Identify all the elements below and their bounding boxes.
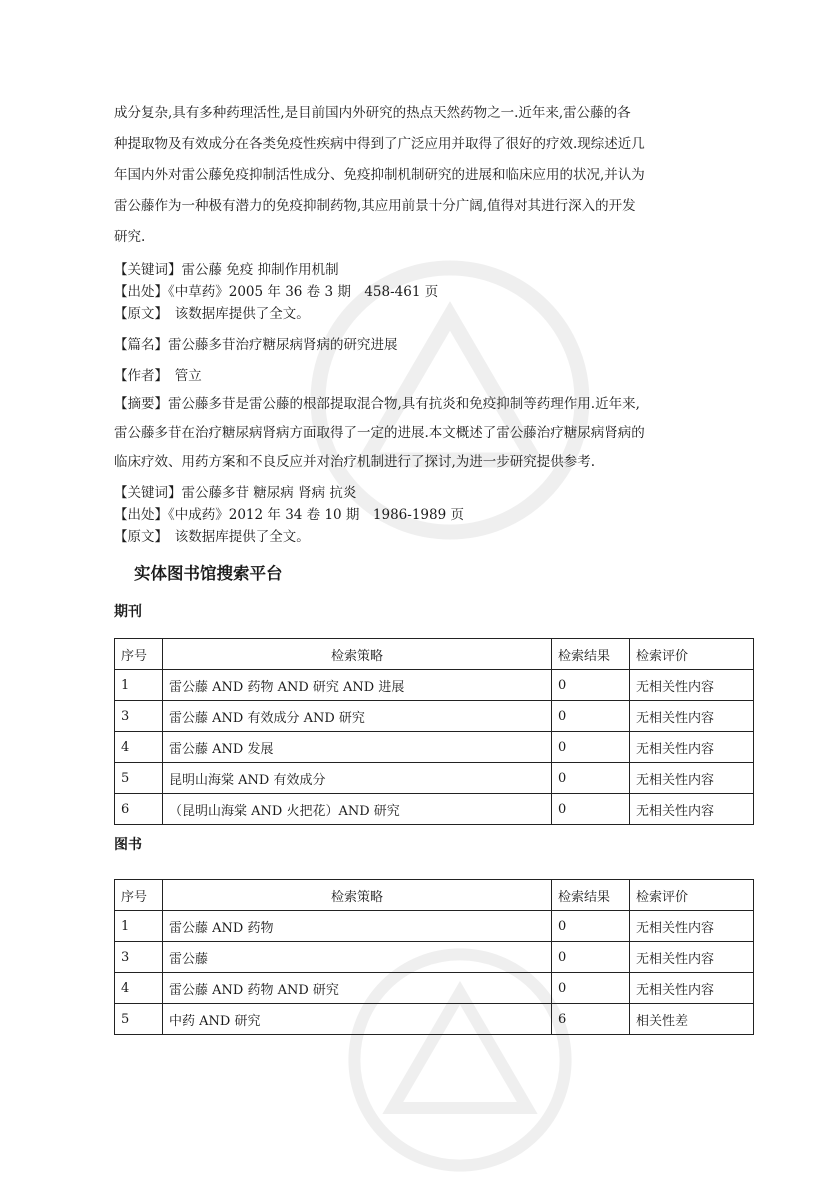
header-index: 序号 <box>115 639 163 670</box>
table-header-row <box>115 880 754 911</box>
cell-evaluation: 无相关性内容 <box>630 732 754 763</box>
header-evaluation: 检索评价 <box>630 639 754 670</box>
header-strategy: 检索策略 <box>163 880 552 911</box>
record-author: 【作者】 管立 <box>114 368 202 384</box>
cell-index: 4 <box>115 973 163 1004</box>
record-1 <box>114 259 754 325</box>
cell-result: 0 <box>552 732 630 763</box>
cell-evaluation: 无相关性内容 <box>630 670 754 701</box>
record-abstract <box>114 390 754 477</box>
cell-evaluation: 无相关性内容 <box>630 794 754 825</box>
table-row <box>115 763 754 794</box>
intro-line: 成分复杂,具有多种药理活性,是目前国内外研究的热点天然药物之一.近年来,雷公藤的各 <box>114 105 631 121</box>
table-row <box>115 942 754 973</box>
cell-evaluation: 无相关性内容 <box>630 701 754 732</box>
record-source: 【出处】《中草药》2005 年 36 卷 3 期 458-461 页 <box>114 284 439 300</box>
cell-evaluation: 无相关性内容 <box>630 763 754 794</box>
cell-result: 6 <box>552 1004 630 1035</box>
table-row <box>115 973 754 1004</box>
table-row <box>115 670 754 701</box>
cell-index: 1 <box>115 670 163 701</box>
intro-line: 雷公藤作为一种极有潜力的免疫抑制药物,其应用前景十分广阔,值得对其进行深入的开发 <box>114 198 636 214</box>
header-result: 检索结果 <box>552 639 630 670</box>
intro-paragraph <box>114 98 754 253</box>
table-header-row <box>115 639 754 670</box>
record-keywords: 【关键词】雷公藤多苷 糖尿病 肾病 抗炎 <box>114 485 357 501</box>
cell-evaluation: 无相关性内容 <box>630 973 754 1004</box>
cell-strategy: （昆明山海棠 AND 火把花）AND 研究 <box>163 794 552 825</box>
journals-title: 期刊 <box>114 604 142 620</box>
header-index: 序号 <box>115 880 163 911</box>
abstract-line: 雷公藤多苷在治疗糖尿病肾病方面取得了一定的进展.本文概述了雷公藤治疗糖尿病肾病的 <box>114 425 645 441</box>
cell-index: 6 <box>115 794 163 825</box>
cell-result: 0 <box>552 763 630 794</box>
table-row <box>115 701 754 732</box>
cell-evaluation: 无相关性内容 <box>630 911 754 942</box>
table-row <box>115 732 754 763</box>
record-keywords: 【关键词】雷公藤 免疫 抑制作用机制 <box>114 262 339 278</box>
cell-result: 0 <box>552 701 630 732</box>
cell-strategy: 雷公藤 AND 发展 <box>163 732 552 763</box>
abstract-line: 【摘要】雷公藤多苷是雷公藤的根部提取混合物,具有抗炎和免疫抑制等药理作用.近年来, <box>114 396 640 412</box>
cell-index: 5 <box>115 763 163 794</box>
cell-index: 4 <box>115 732 163 763</box>
cell-evaluation: 相关性差 <box>630 1004 754 1035</box>
intro-line: 种提取物及有效成分在各类免疫性疾病中得到了广泛应用并取得了很好的疗效.现综述近几 <box>114 136 645 152</box>
header-result: 检索结果 <box>552 880 630 911</box>
header-evaluation: 检索评价 <box>630 880 754 911</box>
cell-index: 5 <box>115 1004 163 1035</box>
cell-strategy: 中药 AND 研究 <box>163 1004 552 1035</box>
cell-result: 0 <box>552 973 630 1004</box>
cell-result: 0 <box>552 942 630 973</box>
cell-index: 1 <box>115 911 163 942</box>
abstract-line: 临床疗效、用药方案和不良反应并对治疗机制进行了探讨,为进一步研究提供参考. <box>114 454 596 470</box>
record-source: 【出处】《中成药》2012 年 34 卷 10 期 1986-1989 页 <box>114 507 464 523</box>
cell-strategy: 雷公藤 AND 有效成分 AND 研究 <box>163 701 552 732</box>
section-title: 实体图书馆搜索平台 <box>134 564 283 583</box>
intro-line: 研究. <box>114 229 146 245</box>
cell-strategy: 雷公藤 AND 药物 <box>163 911 552 942</box>
cell-strategy: 雷公藤 <box>163 942 552 973</box>
record-2 <box>114 334 754 548</box>
cell-result: 0 <box>552 794 630 825</box>
cell-index: 3 <box>115 701 163 732</box>
record-title: 【篇名】雷公藤多苷治疗糖尿病肾病的研究进展 <box>114 337 398 353</box>
table-row <box>115 911 754 942</box>
books-table <box>114 879 754 1035</box>
cell-evaluation: 无相关性内容 <box>630 942 754 973</box>
document-page <box>114 98 754 1035</box>
cell-strategy: 昆明山海棠 AND 有效成分 <box>163 763 552 794</box>
intro-line: 年国内外对雷公藤免疫抑制活性成分、免疫抑制机制研究的进展和临床应用的状况,并认为 <box>114 167 645 183</box>
record-fulltext: 【原文】 该数据库提供了全文。 <box>114 529 310 545</box>
cell-index: 3 <box>115 942 163 973</box>
header-strategy: 检索策略 <box>163 639 552 670</box>
cell-result: 0 <box>552 670 630 701</box>
cell-strategy: 雷公藤 AND 药物 AND 研究 <box>163 973 552 1004</box>
journals-table <box>114 638 754 825</box>
record-fulltext: 【原文】 该数据库提供了全文。 <box>114 306 310 322</box>
table-row <box>115 794 754 825</box>
books-title: 图书 <box>114 837 142 853</box>
cell-result: 0 <box>552 911 630 942</box>
table-row <box>115 1004 754 1035</box>
cell-strategy: 雷公藤 AND 药物 AND 研究 AND 进展 <box>163 670 552 701</box>
